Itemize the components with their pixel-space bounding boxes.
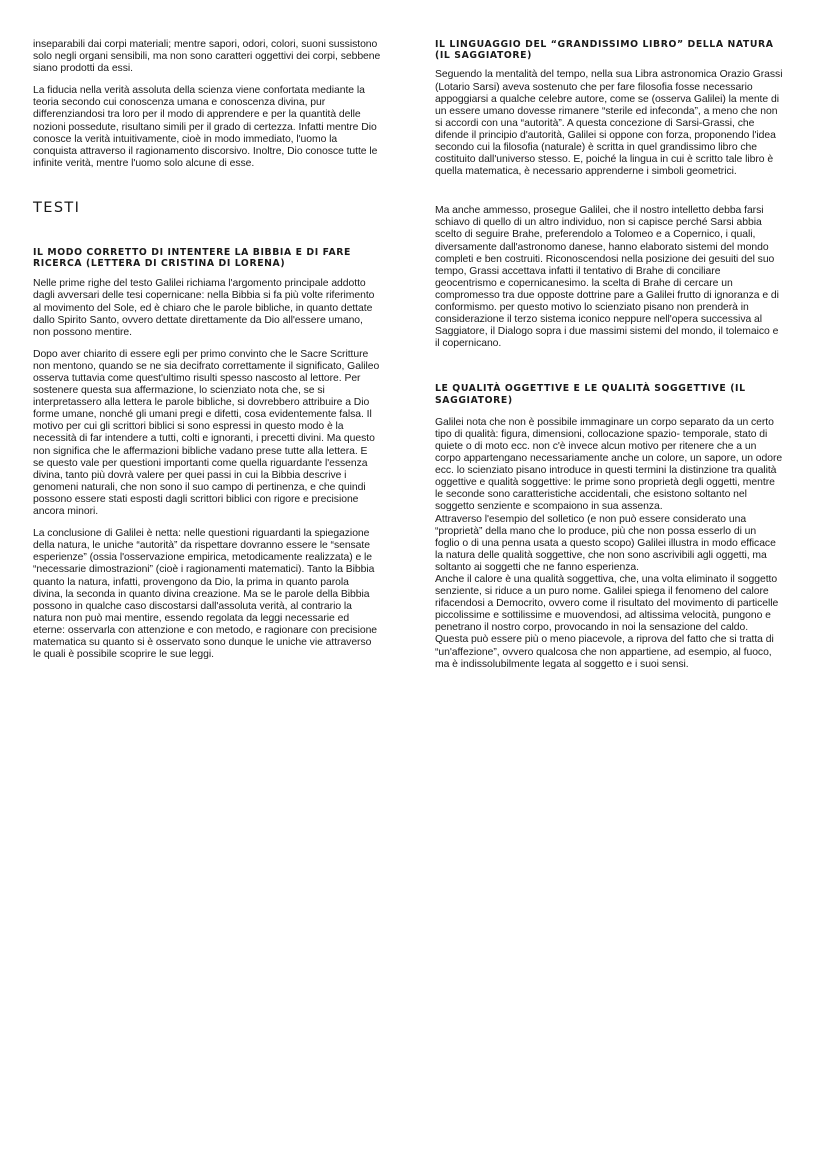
article-heading: IL MODO CORRETTO DI INTENTERE LA BIBBIA E DI FARE RICERCA (LETTERA DI CRISTINA DI LORENA): [33, 246, 351, 270]
left-column: [33, 39, 381, 661]
article-paragraph: La conclusione di Galilei è netta: nelle questioni riguardanti la spiegazione della natura, le uniche “autorità” da rispettare dovranno essere le “sensate esperienze” (ossia l'osservazione empirica, metodicamente realizzata) e le “necessarie dimostrazioni” (cioè i ragionamenti matematici). Tanto la Bibbia quanto la natura, infatti, provengono da Dio, la prima in quanto parola divina, la seconda in quanto divina creazione. Ma se le parole della Bibbia possono in qualche caso discostarsi dall'assoluta verità, al contrario la natura non può mai mentire, essendo regolata da leggi necessarie ed eterne: osservarla con attenzione e con metodo, e ragionare con precisione matematica su quanto si è osservato sono dunque le uniche vie attraverso le quali è possibile scoprire le sue leggi.: [33, 528, 378, 661]
article-heading: LE QUALITÀ OGGETTIVE E LE QUALITÀ SOGGETTIVE (IL SAGGIATORE): [435, 383, 746, 406]
article-heading: IL LINGUAGGIO DEL “GRANDISSIMO LIBRO” DELLA NATURA (IL SAGGIATORE): [435, 39, 774, 62]
article-paragraph: Dopo aver chiarito di essere egli per primo convinto che le Sacre Scritture non mentono, quando se ne sia decifrato correttamente il significato, Galileo osserva tuttavia come quest'ultimo risulti spesso nascosto al lettore. Per sostenere questa sua affermazione, lo scienziato nota che, se si interpretassero alla lettera le parole bibliche, si dovrebbero attribuire a Dio forme umane, nonché gli umani pregi e difetti, cosa evidentemente falsa. Il motivo per cui gli scrittori biblici si sono espressi in questo modo è la necessità di far intendere a tutti, colti e ignoranti, i precetti divini. Ma questo non significa che le affermazioni bibliche vadano prese tutte alla lettera. E se questo vale per questioni importanti come quella riguardante l'essenza divina, tanto più dovrà valere per quei passi in cui la Bibbia descrive i genomeni naturali, che non sono il suo campo di pertinenza, e che quindi possono essere stati esposti dagli scrittori biblici con rigore e precisione ancora minori.: [33, 348, 380, 518]
article-paragraph: Nelle prime righe del testo Galilei richiama l'argomento principale addotto dagli avversari delle tesi copernicane: nella Bibbia si fa più volte riferimento al movimento del Sole, ed è chiaro che le parole bibliche, in quanto dettate dallo Spirito Santo, ovvero dettate direttamente da Dio all'essere umano, non possono mentire.: [33, 278, 375, 338]
article-paragraph: Attraverso l'esempio del solletico (e non può essere considerato una “proprietà” della mano che lo produce, più che non possa esserlo di un foglio o di una penna usata a questo scopo) Galilei illustra in modo efficace la natura delle qualità soggettive, che non sono ascrivibili agli oggetti, ma soltanto ai soggetti che ne fanno esperienza.: [435, 513, 776, 573]
intro-paragraph: inseparabili dai corpi materiali; mentre sapori, odori, colori, suoni sussistono solo negli organi sensibili, ma non sono caratteri oggettivi dei corpi, sebbene siano prodotti da essi.: [33, 39, 381, 75]
intro-paragraph: La fiducia nella verità assoluta della scienza viene confortata mediante la teoria secondo cui conoscenza umana e conoscenza divina, pur differenziandosi tra loro per il modo di apprendere e per la quantità delle nozioni possedute, risultano simili per il grado di certezza. Infatti mentre Dio conosce la verità intuitivamente, cioè in modo immediato, l'uomo la conquista attraverso il ragionamento discorsivo. Inoltre, Dio conosce tutte le infinite verità, mentre l'uomo solo alcune di esse.: [33, 85, 378, 169]
article-paragraph: Ma anche ammesso, prosegue Galilei, che il nostro intelletto debba farsi schiavo di quello di un altro individuo, non si capisce perché Sarsi abbia scelto di seguire Brahe, preferendolo a Tolomeo e a Copernico, i quali, diversamente dall'astronomo danese, hanno elaborato sistemi del mondo completi e ben costruiti. Riconoscendosi nella posizione dei gesuiti del suo tempo, Grassi accettava infatti il tentativo di Brahe di conciliare geocentrismo e copernicanesimo. la scelta di Brahe di cercare un compromesso tra due opposte dottrine pare a Galilei frutto di ignoranza e di conformismo. per questo motivo lo scienziato pisano non prenderà in considerazione il terzo sistema iconico neppure nell'opera successiva al Saggiatore, il Dialogo sopra i due massimi sistemi del mondo, il tolemaico e il copernicano.: [435, 205, 779, 350]
right-column: [435, 39, 783, 671]
article-paragraph: Galilei nota che non è possibile immaginare un corpo separato da un certo tipo di qualità: figura, dimensioni, collocazione spazio- temporale, stato di quiete o di moto ecc. non c'è invece alcun motivo per ritenere che a un corpo appartengano necessariamente anche un colore, un sapore, un odore ecc. lo scienziato pisano introduce in questi termini la distinzione tra qualità oggettive e qualità soggettive: le prime sono proprietà degli oggetti, mentre le seconde sono caratteristiche accidentali, che esistono soltanto nel soggetto senziente e scompaiono in sua assenza.: [435, 416, 783, 513]
section-title: TESTI: [33, 199, 81, 216]
article-paragraph: Anche il calore è una qualità soggettiva, che, una volta eliminato il soggetto senziente, si riduce a un puro nome. Galilei spiega il fenomeno del calore rifacendosi a Democrito, ovvero come il risultato del movimento di particelle piccolissime e sottilissime e muovendosi, ad altissima velocità, pungono e penetrano il nostro corpo, provocando in noi la sensazione del caldo. Questa può essere più o meno piacevole, a riprova del fatto che si tratta di “un'affezione”, ovvero qualcosa che non appartiene, ad esempio, al fuoco, ma è indissolubilmente legata al soggetto e i suoi sensi.: [435, 574, 779, 670]
article-paragraph: Seguendo la mentalità del tempo, nella sua Libra astronomica Orazio Grassi (Lotario Sarsi) aveva sostenuto che per fare filosofia fosse necessario appoggiarsi a qualche celebre autore, come se (osserva Galilei) la mente di un essere umano dovesse rimanere “sterile ed infeconda”, a meno che non si accordi con una “autorità”. A questa concezione di Sarsi-Grassi, che difende il principio d'autorità, Galilei si oppone con forza, proponendo l'idea secondo cui la filosofia (naturale) è scritta in quel grandissimo libro che costituito dall'universo stesso. E, poiché la lingua in cui è scritto tale libro è quella matematica, è necessario apprenderne i simboli geometrici.: [435, 69, 783, 178]
